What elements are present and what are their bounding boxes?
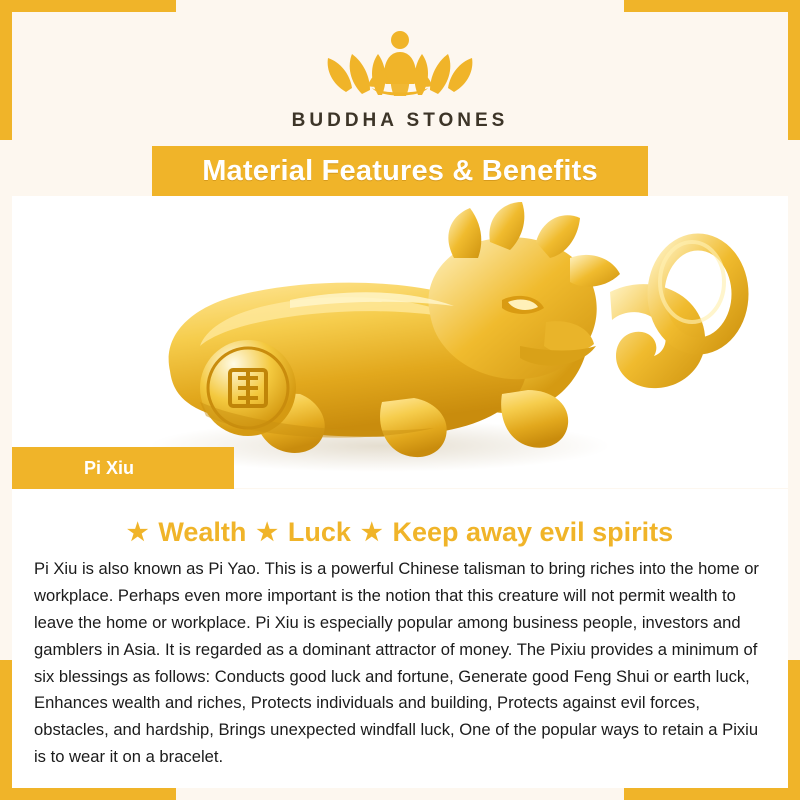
corner-decoration-top-left-horizontal	[0, 0, 176, 12]
lotus-meditation-icon	[310, 18, 490, 106]
benefit-luck: Luck	[287, 517, 351, 547]
corner-decoration-bottom-left-horizontal	[0, 788, 176, 800]
corner-decoration-top-right-horizontal	[624, 0, 800, 12]
benefit-keep-away-evil-spirits: Keep away evil spirits	[392, 517, 674, 547]
benefit-wealth: Wealth	[158, 517, 247, 547]
corner-decoration-bottom-right-vertical	[788, 660, 800, 800]
star-icon: ★	[126, 518, 149, 546]
section-title-banner	[152, 146, 648, 196]
content-section	[12, 489, 788, 788]
corner-decoration-top-left-vertical	[0, 0, 12, 140]
brand-name: BUDDHA STONES	[291, 110, 509, 131]
description-paragraph: Pi Xiu is also known as Pi Yao. This is a powerful Chinese talisman to bring riches into the home or workplace. Perhaps even more important is the notion that this creature will not permit wealth to leave the home or workplace. Pi Xiu is especially popular among business people, investors and gamblers in Asia. It is regarded as a dominant attractor of money. The Pixiu provides a minimum of six blessings as follows: Conducts good luck and fortune, Generate good Feng Shui or earth luck, Enhances wealth and riches, Protects individuals and building, Protects against evil forces, obstacles, and hardship, Brings unexpected windfall luck, One of the popular ways to retain a Pixiu is to wear it on a bracelet.	[34, 559, 759, 767]
brand-header	[0, 0, 800, 145]
product-image-area	[12, 196, 788, 488]
benefits-headline	[32, 517, 768, 548]
corner-decoration-bottom-right-horizontal	[624, 788, 800, 800]
corner-decoration-top-right-vertical	[788, 0, 800, 140]
corner-decoration-bottom-left-vertical	[0, 660, 12, 800]
product-caption: Pi Xiu	[84, 457, 135, 478]
star-icon: ★	[360, 518, 383, 546]
page-title: Material Features & Benefits	[202, 154, 598, 187]
product-caption-tab	[12, 447, 234, 489]
star-icon: ★	[256, 518, 278, 546]
